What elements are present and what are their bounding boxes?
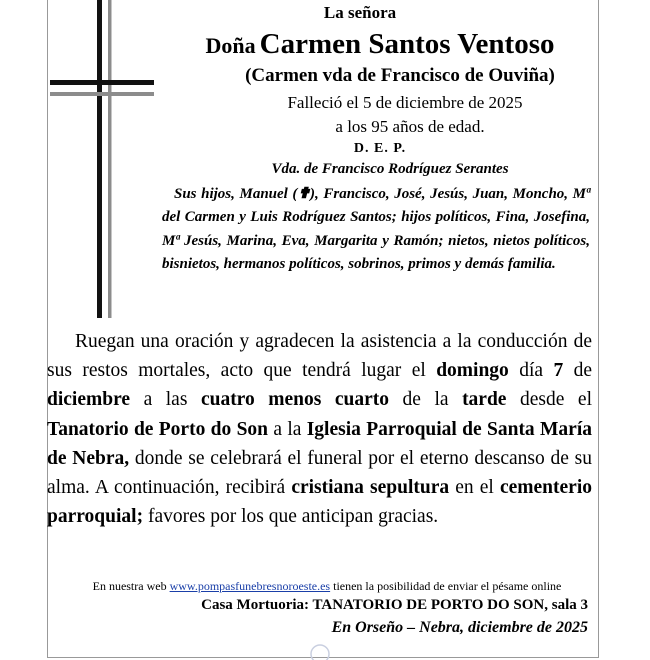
death-date-line: Falleció el 5 de diciembre de 2025 bbox=[287, 93, 523, 112]
ann-bold: Iglesia Parroquial de Santa María de Nebra, bbox=[47, 418, 592, 469]
dep-line: D. E. P. bbox=[353, 141, 407, 156]
place-date: En Orseño – Nebra, diciembre de 2025 bbox=[331, 619, 588, 636]
announcement-paragraph bbox=[47, 327, 592, 531]
alias-line: (Carmen vda de Francisco de Ouviña) bbox=[245, 65, 555, 86]
deceased-cross-icon: ✟ bbox=[297, 186, 311, 202]
age-line: a los 95 años de edad. bbox=[335, 117, 485, 136]
honorific: Doña bbox=[205, 33, 256, 58]
ann-text: Ruegan una oración y agradecen la asistencia a la conducción de sus restos mortales, acto que tendrá lugar el bbox=[47, 331, 592, 382]
company-logo-icon bbox=[300, 640, 340, 660]
casa-value: TANATORIO DE PORTO DO SON, sala 3 bbox=[312, 597, 588, 613]
casa-label: Casa Mortuoria: bbox=[201, 597, 313, 613]
family-list bbox=[162, 183, 590, 276]
web-prefix: En nuestra web bbox=[92, 579, 170, 593]
ann-text: de la bbox=[389, 389, 463, 411]
ann-text: favores por los que anticipan gracias. bbox=[143, 506, 439, 528]
ann-bold: domingo bbox=[436, 360, 509, 382]
website-link[interactable]: www.pompasfunebresnoroeste.es bbox=[169, 579, 331, 593]
ann-bold: Tanatorio de Porto do Son bbox=[47, 418, 269, 440]
ann-text: a las bbox=[130, 389, 201, 411]
widow-line: Vda. de Francisco Rodríguez Serantes bbox=[271, 161, 509, 177]
ann-bold: 7 bbox=[553, 360, 564, 382]
web-notice bbox=[57, 579, 597, 594]
ann-bold: cementerio parroquial; bbox=[47, 477, 592, 528]
ann-text: de bbox=[563, 360, 592, 382]
ann-text: día bbox=[508, 360, 554, 382]
deceased-name bbox=[120, 28, 640, 61]
ann-text: desde el bbox=[506, 389, 592, 411]
family-text-a: Sus hijos, Manuel ( bbox=[174, 186, 298, 202]
ann-bold: diciembre bbox=[47, 389, 131, 411]
web-suffix: tienen la posibilidad de enviar el pésame online bbox=[330, 579, 562, 593]
header-label: La señora bbox=[323, 3, 397, 22]
ann-text: donde se celebrará el funeral por el eterno descanso de su alma. A continuación, recibirá bbox=[47, 447, 592, 499]
ann-bold: cuatro menos cuarto bbox=[200, 389, 390, 411]
full-name: Carmen Santos Ventoso bbox=[259, 28, 555, 60]
family-text-b: ), Francisco, José, Jesús, Juan, Moncho, Mª del Carmen y Luis Rodríguez Santos; hijos políticos, Fina, Josefina, Mª Jesús, Marina, Eva, Margarita y Ramón; nietos, nietos políticos, bisnietos, hermanos políticos, sobrinos, primos y demás familia. bbox=[162, 186, 590, 272]
ann-bold: cristiana sepultura bbox=[291, 477, 450, 499]
ann-text: en el bbox=[449, 477, 500, 499]
casa-mortuoria bbox=[201, 597, 588, 614]
ann-text: a la bbox=[268, 418, 307, 440]
ann-bold: tarde bbox=[462, 389, 507, 411]
